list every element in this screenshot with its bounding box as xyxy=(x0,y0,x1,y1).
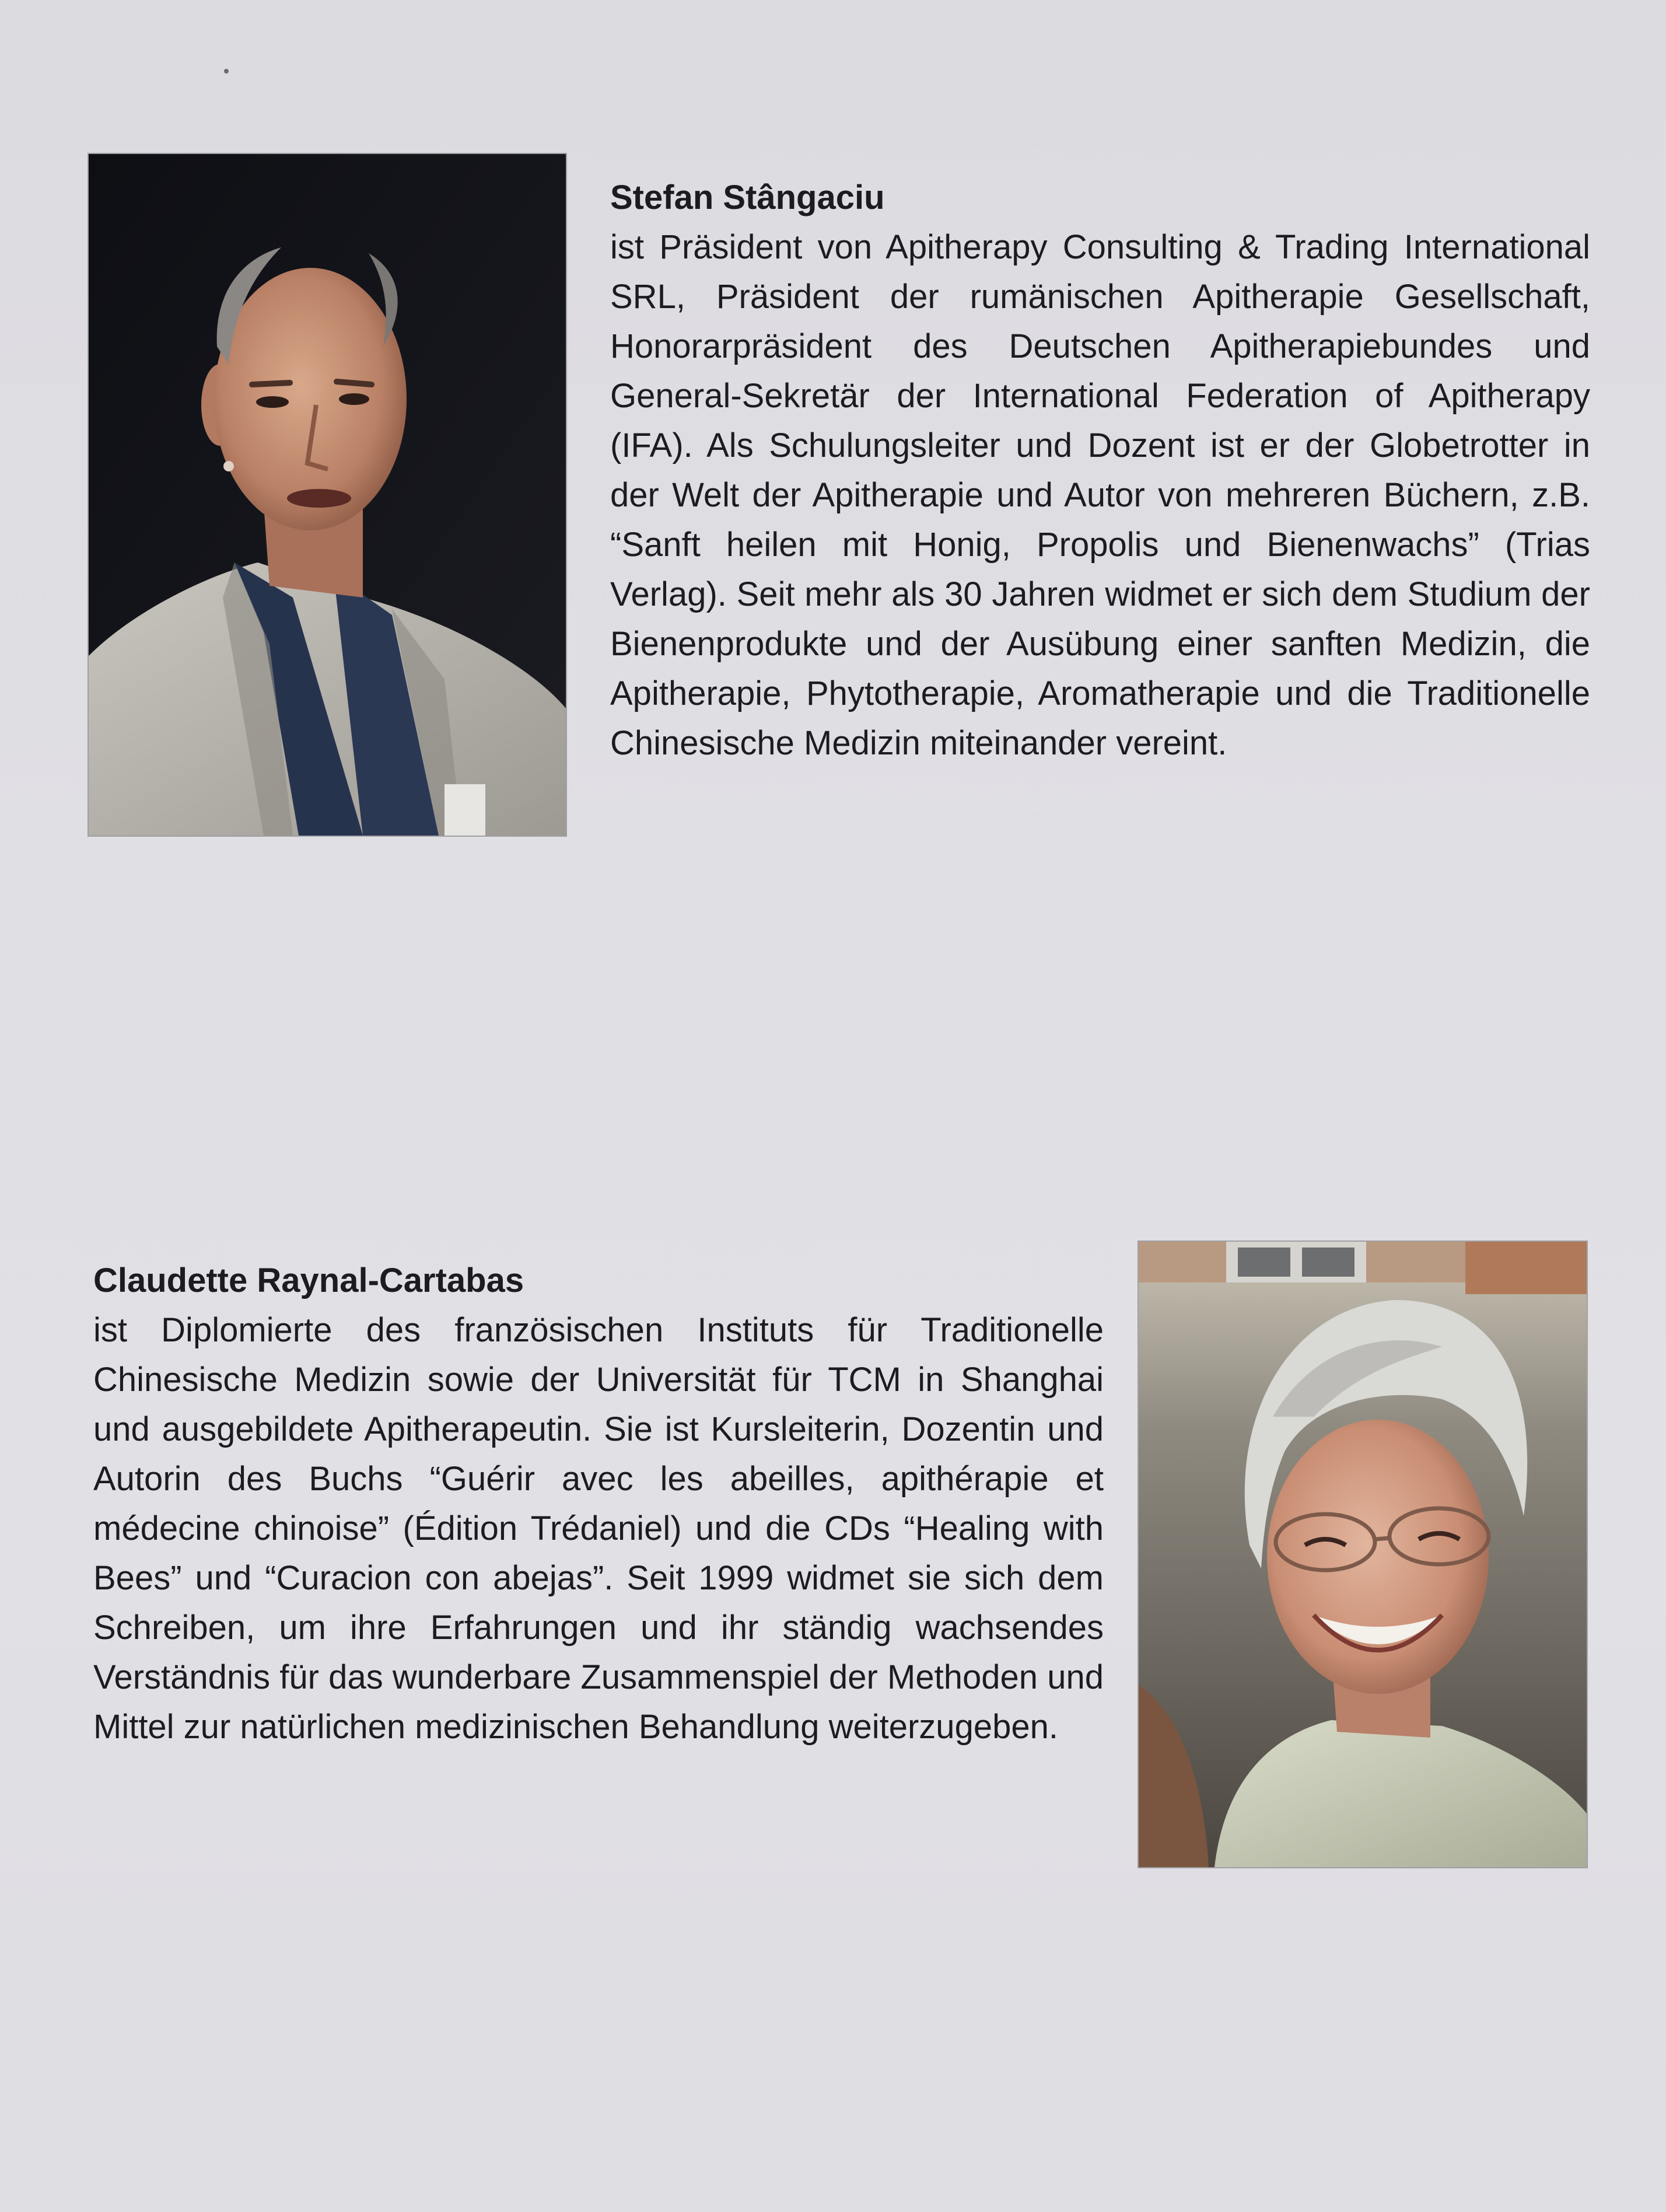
bio-text: ist Präsident von Apitherapy Consulting & Trading International SRL, Präsident der rumänischen Apitherapie Gesellschaft, Honorarpräsident des Deutschen Apitherapiebundes und General-Sekretär der International Federation of Apitherapy (IFA). Als Schulungsleiter und Dozent ist er der Globetrotter in der Welt der Apitherapie und Autor von mehreren Büchern, z.B. “Sanft heilen mit Honig, Propolis und Bienenwachs” (Trias Verlag). Seit mehr als 30 Jahren widmet er sich dem Studium der Bienenprodukte und der Ausübung einer sanften Medizin, die Apitherapie, Phytotherapie, Aromatherapie und die Traditionelle Chinesische Medizin miteinander vereint. xyxy=(610,228,1590,762)
bio-stefan xyxy=(610,173,1590,768)
paper-speck xyxy=(224,69,229,74)
portrait-photo-claudette xyxy=(1139,1242,1587,1867)
portrait-illustration-stefan xyxy=(89,154,566,836)
portrait-illustration-claudette xyxy=(1139,1242,1587,1867)
portrait-photo-stefan xyxy=(89,154,566,836)
bio-claudette xyxy=(93,1256,1104,1752)
bio-name: Claudette Raynal-Cartabas xyxy=(93,1261,524,1299)
bio-name: Stefan Stângaciu xyxy=(610,179,885,216)
bio-text: ist Diplomierte des französischen Instituts für Traditionelle Chinesische Medizin sowie der Universität für TCM in Shanghai und ausgebildete Apitherapeutin. Sie ist Kursleiterin, Dozentin und Autorin des Buchs “Guérir avec les abeilles, apithérapie et médecine chinoise” (Édition Trédaniel) und die CDs “Healing with Bees” und “Curacion con abejas”. Seit 1999 widmet sie sich dem Schreiben, um ihre Erfahrungen und ihr ständig wachsendes Verständnis für das wunderbare Zusammenspiel der Methoden und Mittel zur natürlichen medizinischen Behandlung weiterzugeben. xyxy=(93,1311,1104,1746)
